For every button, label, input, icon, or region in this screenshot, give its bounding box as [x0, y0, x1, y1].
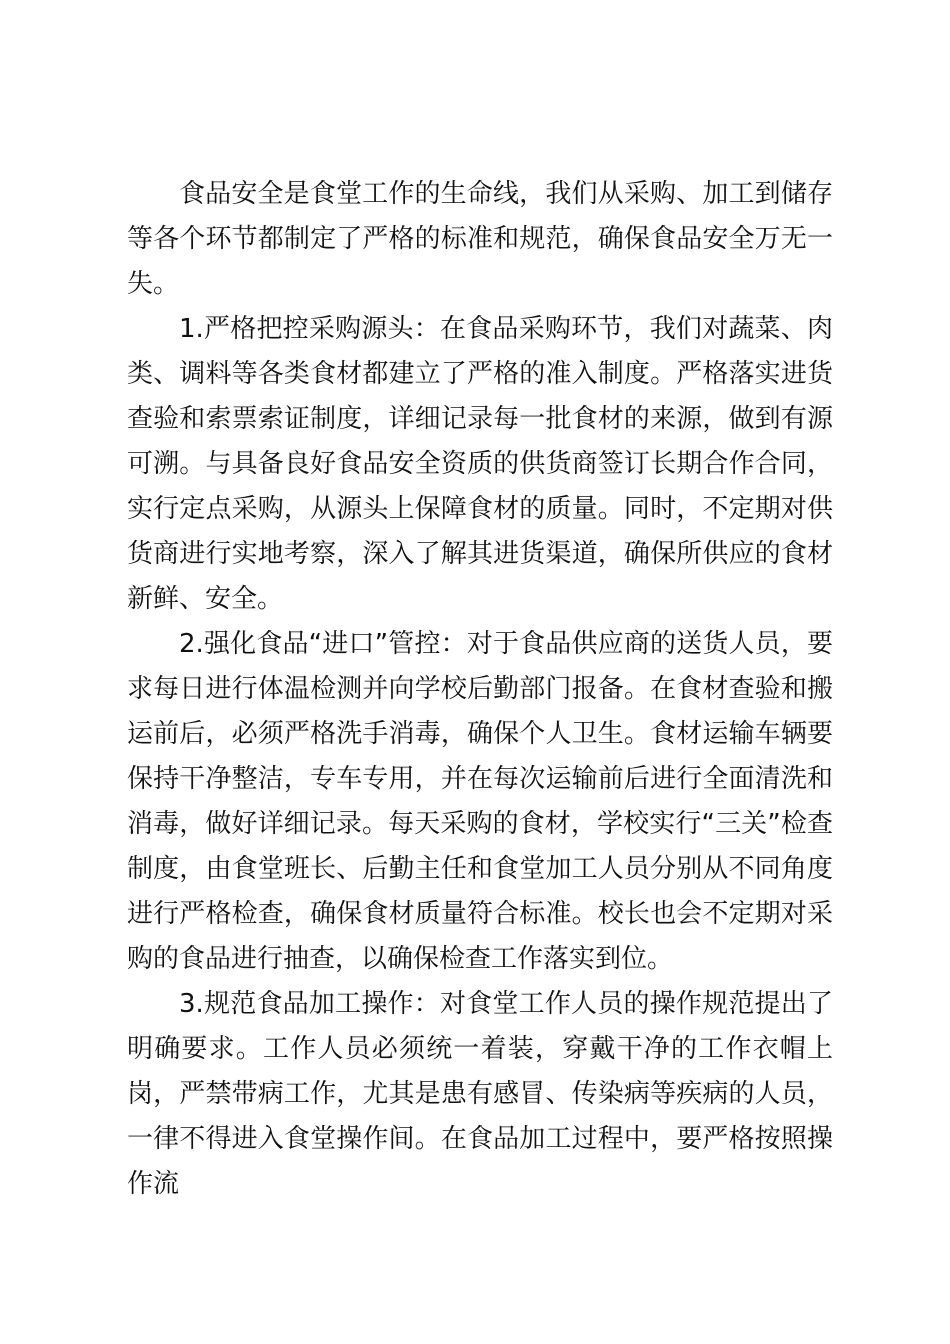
intro-paragraph: 食品安全是食堂工作的生命线，我们从采购、加工到储存等各个环节都制定了严格的标准和规范，确保食品安全万无一失。	[127, 179, 833, 299]
procurement-paragraph: 1.严格把控采购源头：在食品采购环节，我们对蔬菜、肉类、调料等各类食材都建立了严格的准入制度。严格落实进货查验和索票索证制度，详细记录每一批食材的来源，做到有源可溯。与具备良好食品安全资质的供货商签订长期合作合同，实行定点采购，从源头上保障食材的质量。同时，不定期对供货商进行实地考察，深入了解其进货渠道，确保所供应的食材新鲜、安全。	[127, 314, 833, 614]
document-body	[127, 172, 833, 1207]
intake-control-paragraph: 2.强化食品“进口”管控：对于食品供应商的送货人员，要求每日进行体温检测并向学校后勤部门报备。在食材查验和搬运前后，必须严格洗手消毒，确保个人卫生。食材运输车辆要保持干净整洁，专车专用，并在每次运输前后进行全面清洗和消毒，做好详细记录。每天采购的食材，学校实行“三关”检查制度，由食堂班长、后勤主任和食堂加工人员分别从不同角度进行严格检查，确保食材质量符合标准。校长也会不定期对采购的食品进行抽查，以确保检查工作落实到位。	[127, 629, 833, 974]
processing-paragraph: 3.规范食品加工操作：对食堂工作人员的操作规范提出了明确要求。工作人员必须统一着装，穿戴干净的工作衣帽上岗，严禁带病工作，尤其是患有感冒、传染病等疾病的人员，一律不得进入食堂操作间。在食品加工过程中，要严格按照操作流	[127, 989, 833, 1199]
